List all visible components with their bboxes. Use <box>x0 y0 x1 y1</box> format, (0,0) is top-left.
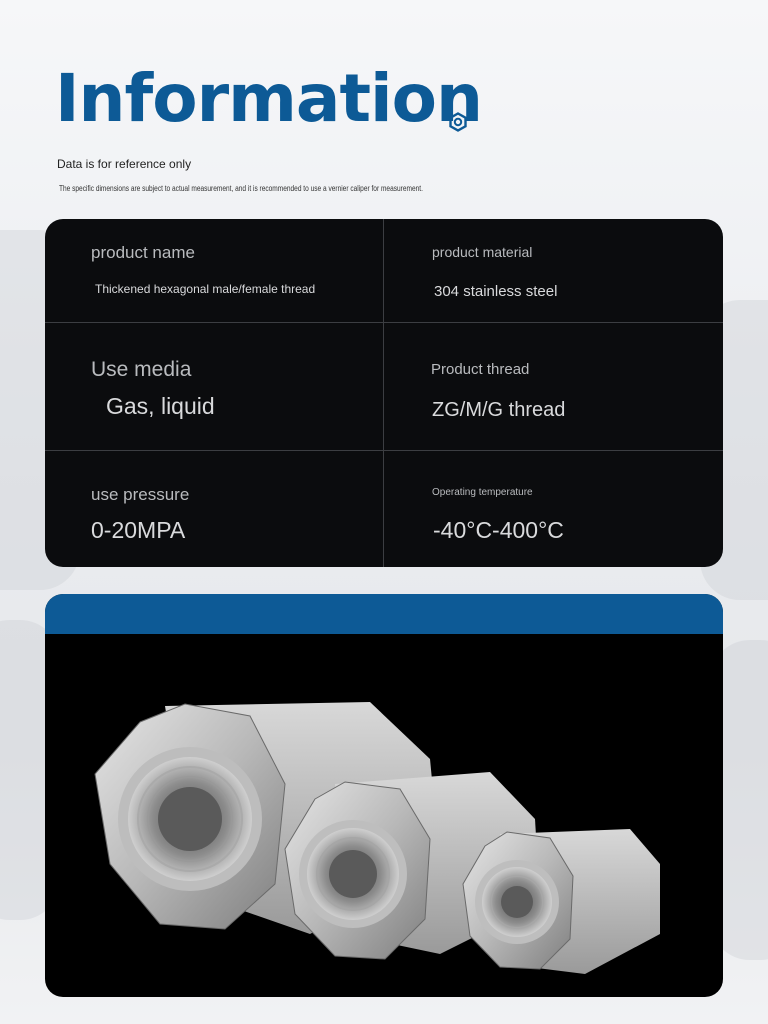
blue-header-band <box>45 594 723 634</box>
product-thread-label: Product thread <box>431 361 530 378</box>
use-pressure-value: 0-20MPA <box>91 517 186 543</box>
hex-nut-icon <box>448 112 468 132</box>
product-thread-value: ZG/M/G thread <box>432 399 566 421</box>
small-nut <box>463 829 660 974</box>
use-media-label: Use media <box>91 358 192 381</box>
divider <box>45 450 723 451</box>
product-photo-panel <box>45 594 723 997</box>
divider <box>45 322 723 323</box>
product-material-label: product material <box>432 244 533 260</box>
spec-table <box>45 219 723 567</box>
use-pressure-label: use pressure <box>91 485 190 504</box>
divider <box>383 219 384 567</box>
page-title: Information <box>55 60 482 137</box>
reference-subtitle: Data is for reference only <box>57 157 192 171</box>
use-media-value: Gas, liquid <box>106 393 215 419</box>
product-name-label: product name <box>91 243 195 262</box>
hex-coupling-nuts-illustration <box>45 634 723 997</box>
measurement-note: The specific dimensions are subject to actual measurement, and it is recommended to use a vernier caliper for measurement. <box>59 184 423 193</box>
product-name-value: Thickened hexagonal male/female thread <box>95 282 316 296</box>
operating-temperature-label: Operating temperature <box>432 487 533 498</box>
product-material-value: 304 stainless steel <box>434 283 558 300</box>
operating-temperature-value: -40°C-400°C <box>433 517 564 543</box>
